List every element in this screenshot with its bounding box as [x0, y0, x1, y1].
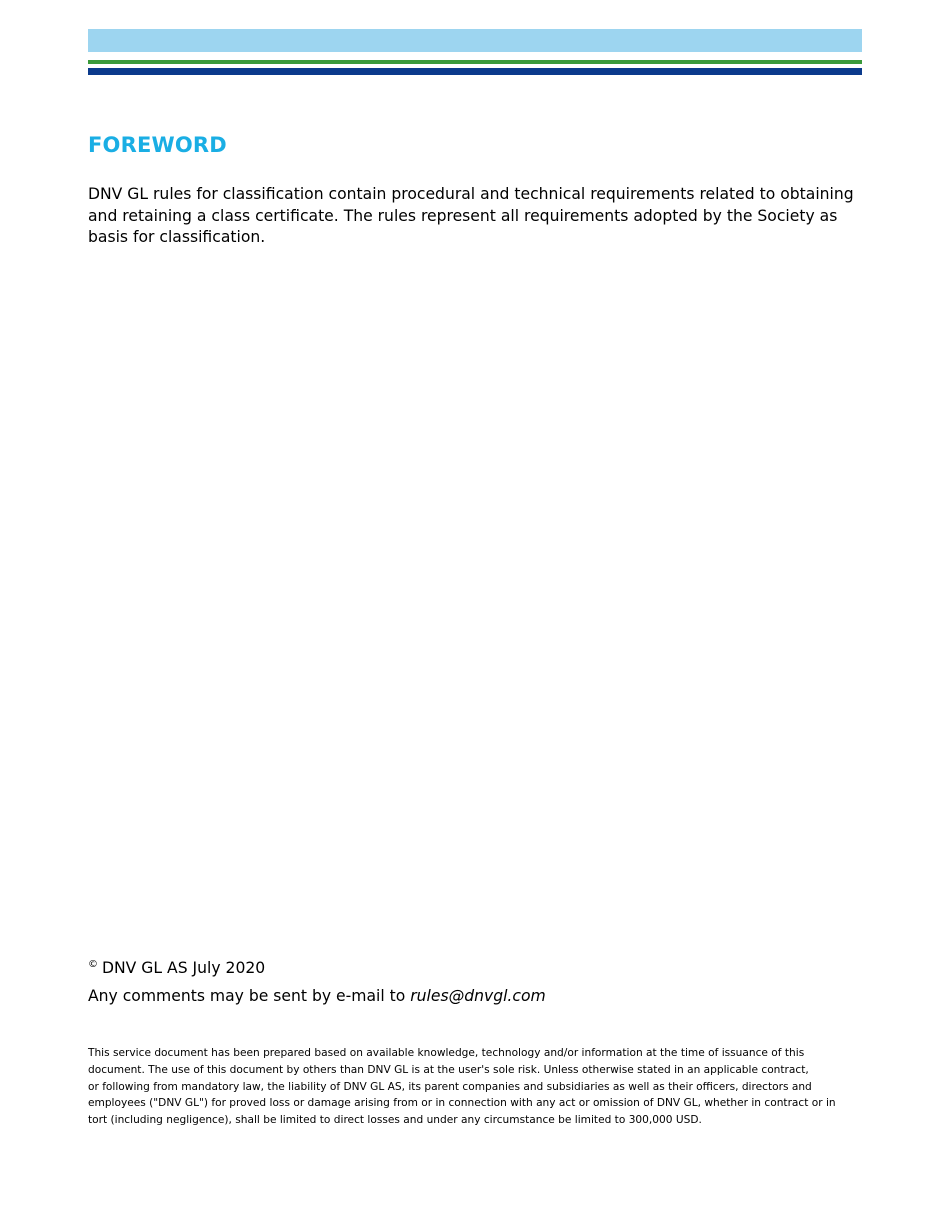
header-band-navy	[88, 68, 862, 75]
email-link[interactable]: rules@dnvgl.com	[410, 987, 546, 1005]
disclaimer-line: tort (including negligence), shall be limited to direct losses and under any circumstance be limited to 300,000 USD.	[88, 1114, 702, 1127]
comments-line	[88, 986, 546, 1007]
copyright-symbol: ©	[88, 959, 98, 970]
foreword-text: DNV GL rules for classification contain procedural and technical requirements related to obtaining and retaining a class certificate. The rules represent all requirements adopted by the Society as basis for classification.	[88, 185, 854, 246]
disclaimer-line: This service document has been prepared based on available knowledge, technology and/or information at the time of issuance of this	[88, 1047, 805, 1059]
disclaimer-line: or following from mandatory law, the liability of DNV GL AS, its parent companies and subsidiaries as well as their officers, directors and	[88, 1080, 812, 1093]
disclaimer	[88, 1045, 866, 1129]
header-band-light-blue	[88, 29, 862, 52]
copyright-text: DNV GL AS July 2020	[102, 959, 266, 977]
comments-prefix: Any comments may be sent by e-mail to	[88, 987, 411, 1005]
copyright-line	[88, 954, 265, 979]
header-band-green	[88, 60, 862, 64]
disclaimer-line: employees ("DNV GL") for proved loss or damage arising from or in connection with any act or omission of DNV GL, whether in contract or in	[88, 1097, 836, 1110]
page-title: FOREWORD	[88, 133, 227, 157]
disclaimer-line: document. The use of this document by others than DNV GL is at the user's sole risk. Unless otherwise stated in an applicable contract,	[88, 1063, 809, 1076]
